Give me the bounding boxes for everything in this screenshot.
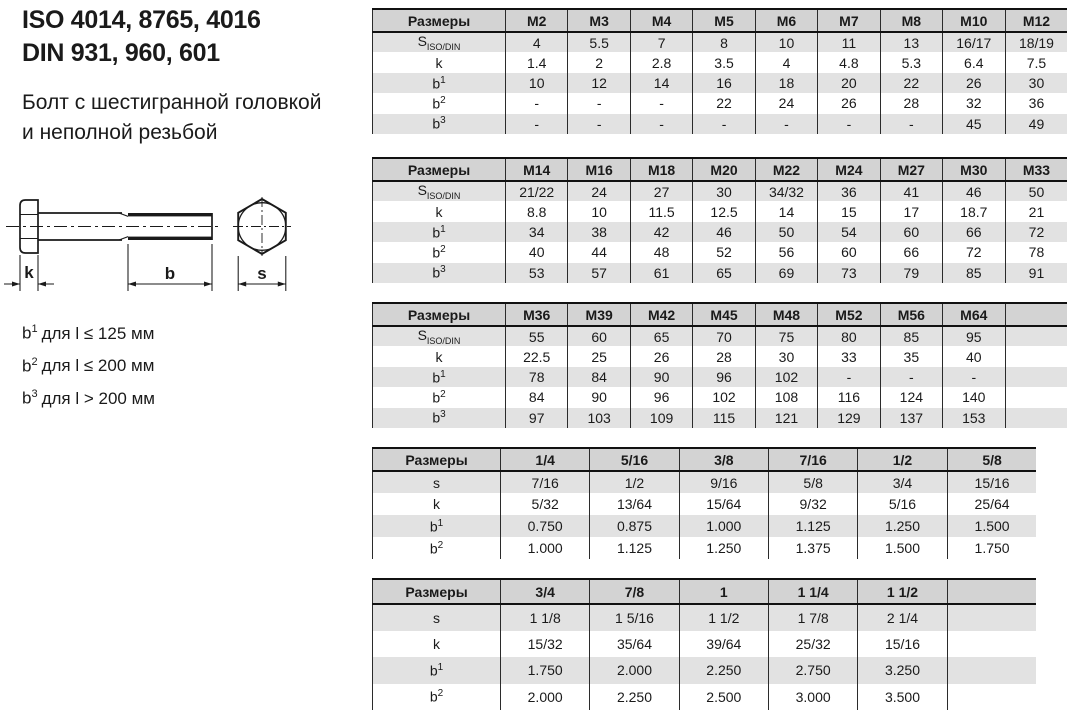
dimension-value-cell: 55 [506,326,568,346]
k-arrow-right [38,282,46,287]
dimension-row-label: $b^2$ [373,537,501,559]
dimension-row-label: $b^1$ [373,367,506,387]
thread-band-top [128,213,212,216]
dimension-value-cell: - [630,114,692,134]
dimension-value-cell: 32 [943,93,1005,113]
dimension-value-cell: 30 [755,346,817,366]
dimension-value-cell: 5/16 [858,493,947,515]
dimension-value-cell: - [880,114,942,134]
table-corner-label: Размеры [373,579,501,604]
dimension-value-cell: - [755,114,817,134]
dimension-value-cell: 1.750 [501,657,590,684]
size-column-header: M8 [880,9,942,32]
dimension-value-cell: 25/64 [947,493,1036,515]
dimension-value-cell: 26 [943,73,1005,93]
dimension-value-cell: 1.500 [858,537,947,559]
size-column-header: M22 [755,158,817,181]
dimension-row-label: $b^1$ [373,73,506,93]
dimension-row-label: k [373,52,506,72]
dimension-value-cell: 5.5 [568,32,630,52]
size-column-header: M2 [506,9,568,32]
description-line-1: Болт с шестигранной головкой [22,91,322,114]
size-column-header [1005,303,1067,326]
note-b3: $b^3$ для l > 200 мм [22,388,155,408]
dimension-value-cell: 91 [1005,263,1067,283]
dimension-value-cell: 42 [630,222,692,242]
dimension-value-cell: - [943,367,1005,387]
dimension-value-cell: - [880,367,942,387]
dimension-value-cell: 41 [880,181,942,201]
dimension-value-cell: 12.5 [693,201,755,221]
dimension-value-cell: 24 [568,181,630,201]
dimension-value-cell: 109 [630,408,692,428]
dimension-value-cell: 14 [630,73,692,93]
dimension-value-cell: 40 [943,346,1005,366]
dimension-value-cell: 116 [818,387,880,407]
dimension-value-cell: 70 [693,326,755,346]
description-line-2: и неполной резьбой [22,121,218,144]
dimension-value-cell: 56 [755,242,817,262]
dimension-value-cell: 18 [755,73,817,93]
dimension-value-cell: 137 [880,408,942,428]
dimension-value-cell: 35/64 [590,631,679,658]
dimension-row-label: k [373,493,501,515]
dimension-value-cell: 14 [755,201,817,221]
size-column-header: 3/4 [501,579,590,604]
dimension-value-cell: 69 [755,263,817,283]
dimension-row-label: s [373,604,501,631]
table-corner-label: Размеры [373,448,501,471]
size-column-header: M6 [755,9,817,32]
dimension-value-cell: 36 [1005,93,1067,113]
dimension-value-cell: 95 [943,326,1005,346]
dimension-value-cell: 16/17 [943,32,1005,52]
dimension-value-cell: 18/19 [1005,32,1067,52]
dimension-value-cell: 28 [880,93,942,113]
dimension-value-cell: 78 [1005,242,1067,262]
dimension-value-cell: 75 [755,326,817,346]
dimension-value-cell: 2.000 [501,684,590,711]
dimension-value-cell: 1.375 [768,537,857,559]
size-column-header: 1 [679,579,768,604]
dimension-value-cell: 78 [506,367,568,387]
dimension-value-cell: 102 [755,367,817,387]
dimension-row-label: $b^2$ [373,242,506,262]
size-column-header: M14 [506,158,568,181]
dimension-tables [372,0,1067,720]
dimension-value-cell: 13 [880,32,942,52]
dimension-value-cell: 52 [693,242,755,262]
dimension-value-cell: 1 5/16 [590,604,679,631]
dimension-value-cell: 33 [818,346,880,366]
dimension-value-cell: 96 [630,387,692,407]
dimension-value-cell: 85 [880,326,942,346]
dimension-value-cell: 28 [693,346,755,366]
size-column-header: 1/4 [501,448,590,471]
thread-length-notes [22,315,155,413]
dimension-value-cell: 21 [1005,201,1067,221]
dimension-value-cell: 11 [818,32,880,52]
dimension-value-cell: 60 [568,326,630,346]
dimension-value-cell: 66 [943,222,1005,242]
dimension-value-cell [1005,367,1067,387]
size-column-header: 5/16 [590,448,679,471]
dimension-value-cell: 39/64 [679,631,768,658]
dimension-value-cell: 4 [755,52,817,72]
size-column-header: M30 [943,158,1005,181]
size-column-header: M52 [818,303,880,326]
dimension-value-cell: 1.000 [679,515,768,537]
dimension-table-3 [372,302,1067,428]
table-corner-label: Размеры [373,303,506,326]
size-column-header: 7/16 [768,448,857,471]
dimension-value-cell: 60 [880,222,942,242]
dimension-value-cell: - [568,93,630,113]
dimension-value-cell: 103 [568,408,630,428]
size-column-header: 5/8 [947,448,1036,471]
dimension-value-cell: 1.250 [858,515,947,537]
dimension-value-cell: 124 [880,387,942,407]
dimension-value-cell: 40 [506,242,568,262]
dimension-value-cell: 18.7 [943,201,1005,221]
dimension-row-label: $b^3$ [373,114,506,134]
dimension-row-label: $S_{ISO/DIN}$ [373,326,506,346]
dimension-value-cell: 57 [568,263,630,283]
dimension-value-cell: 24 [755,93,817,113]
dimension-value-cell: 15/16 [858,631,947,658]
iso-standards-line: ISO 4014, 8765, 4016 [22,6,261,34]
s-dimension-label: s [257,264,267,283]
dimension-value-cell: 3.500 [858,684,947,711]
size-column-header: M33 [1005,158,1067,181]
dimension-row-label: $S_{ISO/DIN}$ [373,181,506,201]
dimension-row-label: $b^1$ [373,657,501,684]
dimension-value-cell: 9/32 [768,493,857,515]
din-standards-line: DIN 931, 960, 601 [22,39,220,67]
size-column-header: M16 [568,158,630,181]
dimension-value-cell: - [506,114,568,134]
dimension-value-cell: 20 [818,73,880,93]
k-dimension-label: k [24,263,34,282]
dimension-value-cell [1005,326,1067,346]
dimension-value-cell: 21/22 [506,181,568,201]
dimension-value-cell: 65 [693,263,755,283]
dimension-value-cell: 0.875 [590,515,679,537]
dimension-value-cell: 1.500 [947,515,1036,537]
dimension-value-cell: 2.250 [679,657,768,684]
dimension-value-cell: 121 [755,408,817,428]
dimension-value-cell: 15/16 [947,471,1036,493]
dimension-value-cell: 8.8 [506,201,568,221]
dimension-value-cell: 11.5 [630,201,692,221]
dimension-value-cell: 15/64 [679,493,768,515]
dimension-value-cell: 48 [630,242,692,262]
dimension-value-cell [947,657,1036,684]
dimension-value-cell: 1 7/8 [768,604,857,631]
dimension-value-cell: 44 [568,242,630,262]
dimension-value-cell: 36 [818,181,880,201]
dimension-value-cell: 46 [943,181,1005,201]
dimension-value-cell: 2 1/4 [858,604,947,631]
dimension-row-label: $b^3$ [373,263,506,283]
size-column-header: M12 [1005,9,1067,32]
dimension-value-cell: 80 [818,326,880,346]
dimension-value-cell: 6.4 [943,52,1005,72]
dimension-row-label: $S_{ISO/DIN}$ [373,32,506,52]
bolt-technical-drawing [0,185,332,307]
dimension-value-cell: 66 [880,242,942,262]
size-column-header: 3/8 [679,448,768,471]
dimension-value-cell: 34 [506,222,568,242]
dimension-value-cell: 97 [506,408,568,428]
b-dimension-label: b [164,264,176,283]
standards-title [22,4,261,70]
dimension-value-cell: 85 [943,263,1005,283]
dimension-table-4 [372,447,1036,559]
dimension-row-label: $b^1$ [373,515,501,537]
dimension-value-cell: 84 [506,387,568,407]
dimension-value-cell: 8 [693,32,755,52]
dimension-value-cell: 10 [568,201,630,221]
size-column-header: 1 1/2 [858,579,947,604]
dimension-row-label: k [373,346,506,366]
dimension-value-cell: 4.8 [818,52,880,72]
dimension-value-cell: 25 [568,346,630,366]
dimension-value-cell: 1.125 [590,537,679,559]
dimension-value-cell: 2.500 [679,684,768,711]
dimension-table-1 [372,8,1067,134]
size-column-header: M4 [630,9,692,32]
dimension-value-cell: 17 [880,201,942,221]
dimension-value-cell: 1.000 [501,537,590,559]
hex-head-front-view [233,197,291,256]
dimension-value-cell: 50 [755,222,817,242]
dimension-row-label: $b^2$ [373,387,506,407]
k-arrow-left [12,282,20,287]
dimension-value-cell: 38 [568,222,630,242]
dimension-value-cell: 140 [943,387,1005,407]
note-b2: $b^2$ для l ≤ 200 мм [22,355,155,376]
size-column-header: M48 [755,303,817,326]
dimension-value-cell: 22 [693,93,755,113]
size-column-header: 7/8 [590,579,679,604]
dimension-value-cell: 3.250 [858,657,947,684]
dimension-row-label: $b^3$ [373,408,506,428]
dimension-value-cell: 22.5 [506,346,568,366]
dimension-value-cell [1005,408,1067,428]
dimension-value-cell: 108 [755,387,817,407]
dimension-value-cell: 153 [943,408,1005,428]
dimension-value-cell: 5/8 [768,471,857,493]
bolt-side-view [6,200,222,253]
s-arrow-right [278,282,286,287]
dimension-value-cell: 2 [568,52,630,72]
dimension-value-cell: 4 [506,32,568,52]
size-column-header: M56 [880,303,942,326]
dimension-value-cell: 54 [818,222,880,242]
dimension-value-cell: 1.125 [768,515,857,537]
dimension-value-cell: 90 [568,387,630,407]
dimension-value-cell: 3/4 [858,471,947,493]
dimension-row-label: k [373,631,501,658]
size-column-header: M20 [693,158,755,181]
dimension-value-cell: 22 [880,73,942,93]
dimension-value-cell: 72 [1005,222,1067,242]
dimension-value-cell: 13/64 [590,493,679,515]
dimension-value-cell: 5.3 [880,52,942,72]
size-column-header: M45 [693,303,755,326]
size-column-header: 1 1/4 [768,579,857,604]
dimension-value-cell: 26 [630,346,692,366]
product-description [22,88,321,148]
dimension-value-cell: 5/32 [501,493,590,515]
size-column-header: M36 [506,303,568,326]
dimension-value-cell: 1 1/8 [501,604,590,631]
size-column-header: M18 [630,158,692,181]
b-arrow-right [204,282,212,287]
size-column-header: M42 [630,303,692,326]
dimension-value-cell: 90 [630,367,692,387]
dimension-value-cell: 2.250 [590,684,679,711]
b-arrow-left [128,282,136,287]
dimension-value-cell: 27 [630,181,692,201]
dimension-value-cell: - [693,114,755,134]
dimension-value-cell: 49 [1005,114,1067,134]
size-column-header: 1/2 [858,448,947,471]
dimension-value-cell: 1.250 [679,537,768,559]
dimension-row-label: s [373,471,501,493]
table-corner-label: Размеры [373,9,506,32]
dimension-value-cell: 53 [506,263,568,283]
note-b1: $b^1$ для l ≤ 125 мм [22,323,155,343]
dimension-value-cell: 2.8 [630,52,692,72]
dimension-value-cell: 7 [630,32,692,52]
dimension-value-cell: 1.4 [506,52,568,72]
dimension-value-cell: 2.750 [768,657,857,684]
dimension-value-cell: 15 [818,201,880,221]
dimension-value-cell [1005,387,1067,407]
dimension-value-cell: 35 [880,346,942,366]
dimension-value-cell [947,604,1036,631]
dimension-value-cell: 129 [818,408,880,428]
dimension-value-cell: 60 [818,242,880,262]
dimension-value-cell: 25/32 [768,631,857,658]
dimension-value-cell: 73 [818,263,880,283]
dimension-value-cell: 7.5 [1005,52,1067,72]
size-column-header: M7 [818,9,880,32]
dimension-value-cell: 30 [1005,73,1067,93]
size-column-header: M39 [568,303,630,326]
dimension-value-cell: 3.5 [693,52,755,72]
size-column-header: M3 [568,9,630,32]
dimension-value-cell [1005,346,1067,366]
dimension-row-label: $b^2$ [373,93,506,113]
dimension-value-cell: - [630,93,692,113]
dimension-value-cell: 2.000 [590,657,679,684]
size-column-header [947,579,1036,604]
s-arrow-left [238,282,246,287]
dimension-table-2 [372,157,1067,283]
dimension-value-cell: 7/16 [501,471,590,493]
dimension-value-cell [947,631,1036,658]
dimension-value-cell: 115 [693,408,755,428]
dimension-value-cell: 72 [943,242,1005,262]
dimension-value-cell: - [506,93,568,113]
dimension-table-5 [372,578,1036,710]
size-column-header: M5 [693,9,755,32]
dimension-value-cell: 102 [693,387,755,407]
size-column-header: M27 [880,158,942,181]
dimension-value-cell: - [568,114,630,134]
thread-band-bottom [128,237,212,240]
dimension-row-label: $b^2$ [373,684,501,711]
dimension-value-cell: 79 [880,263,942,283]
dimension-value-cell: 9/16 [679,471,768,493]
size-column-header: M64 [943,303,1005,326]
dimension-value-cell: 10 [506,73,568,93]
dimension-value-cell: 1.750 [947,537,1036,559]
dimension-value-cell: 26 [818,93,880,113]
dimension-value-cell: 84 [568,367,630,387]
size-column-header: M10 [943,9,1005,32]
dimension-value-cell [947,684,1036,711]
dimension-value-cell: 50 [1005,181,1067,201]
dimension-value-cell: 65 [630,326,692,346]
dimension-value-cell: 61 [630,263,692,283]
dimension-value-cell: 30 [693,181,755,201]
size-column-header: M24 [818,158,880,181]
dimension-value-cell: 1 1/2 [679,604,768,631]
dimension-value-cell: 16 [693,73,755,93]
dimension-value-cell: 45 [943,114,1005,134]
dimension-value-cell: 10 [755,32,817,52]
dimension-value-cell: 46 [693,222,755,242]
dimension-value-cell: 1/2 [590,471,679,493]
dimension-value-cell: - [818,367,880,387]
dimension-row-label: k [373,201,506,221]
table-corner-label: Размеры [373,158,506,181]
dimension-value-cell: - [818,114,880,134]
dimension-value-cell: 3.000 [768,684,857,711]
dimension-value-cell: 12 [568,73,630,93]
dimension-value-cell: 34/32 [755,181,817,201]
dimension-value-cell: 15/32 [501,631,590,658]
dimension-value-cell: 96 [693,367,755,387]
dimension-row-label: $b^1$ [373,222,506,242]
dimension-value-cell: 0.750 [501,515,590,537]
